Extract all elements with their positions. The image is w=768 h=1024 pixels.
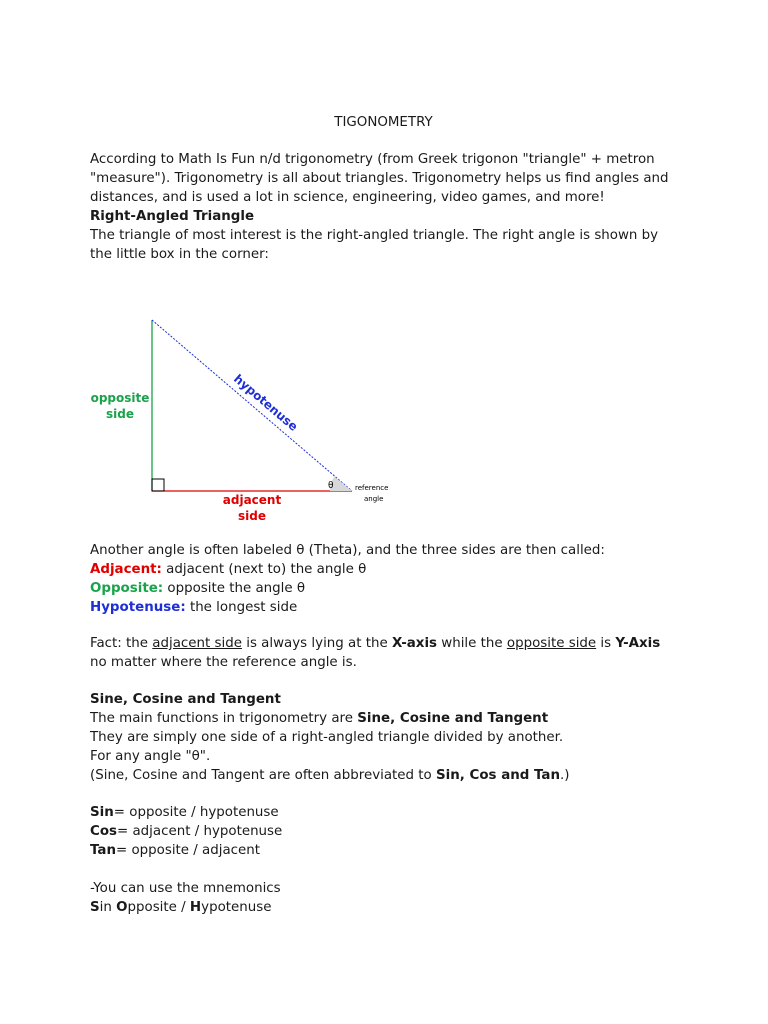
sin-formula [90, 803, 730, 822]
mnemonic-o: O [116, 900, 128, 915]
mnemonic-h: H [189, 900, 202, 915]
sin-label: Sin [90, 805, 114, 820]
triangle-figure [90, 300, 420, 530]
x-axis-term: X-axis [391, 636, 438, 651]
mnemonic-in: in [99, 900, 117, 915]
right-angled-heading: Right-Angled Triangle [90, 209, 255, 224]
sct-line-2: They are simply one side of a right-angled triangle divided by another. [90, 730, 564, 745]
intro-line-1: According to Math Is Fun n/d trigonometry (from Greek trigonon "triangle" + metron [90, 152, 655, 167]
triangle-diagram [90, 300, 420, 530]
sct-heading: Sine, Cosine and Tangent [90, 692, 281, 707]
reference-label-1: reference [355, 484, 389, 492]
reference-label-2: angle [364, 495, 384, 503]
formulas-section [90, 803, 730, 860]
cos-formula [90, 822, 730, 841]
mnemonic-ypotenuse: ypotenuse [201, 900, 272, 915]
hypotenuse-term: Hypotenuse: [90, 600, 186, 615]
opposite-term: Opposite: [90, 581, 164, 596]
sct-line-1-bold: Sine, Cosine and Tangent [357, 711, 549, 726]
fact-line-2: no matter where the reference angle is. [90, 655, 357, 670]
opposite-label-1: opposite [90, 391, 150, 405]
fact-line-1 [90, 634, 730, 653]
tan-text: = opposite / adjacent [115, 843, 261, 858]
sin-text: = opposite / hypotenuse [113, 805, 279, 820]
right-angle-box [152, 479, 164, 491]
adjacent-label-1: adjacent [222, 493, 282, 507]
adjacent-description: adjacent (next to) the angle θ [161, 562, 367, 577]
opposite-label-2: side [106, 407, 134, 421]
intro-paragraph [90, 150, 730, 207]
right-angled-section [90, 207, 730, 264]
cos-text: = adjacent / hypotenuse [117, 824, 283, 839]
sct-line-4-end: .) [559, 768, 570, 783]
adjacent-definition [90, 560, 730, 579]
intro-line-3: distances, and is used a lot in science, engineering, video games, and more! [90, 190, 605, 205]
sct-line-1-text: The main functions in trigonometry are [90, 711, 358, 726]
hypotenuse-line [152, 320, 352, 491]
hypotenuse-definition [90, 598, 730, 617]
intro-line-2: "measure"). Trigonometry is all about triangles. Trigonometry helps us find angles and [90, 171, 669, 186]
sct-line-3: For any angle "θ". [90, 749, 211, 764]
sct-line-4-bold: Sin, Cos and Tan [436, 768, 560, 783]
sct-line-4-text: (Sine, Cosine and Tangent are often abbreviated to [90, 768, 437, 783]
opposite-description: opposite the angle θ [163, 581, 306, 596]
sct-section [90, 690, 730, 785]
fact-text-1: Fact: the [90, 636, 153, 651]
opposite-side-underlined: opposite side [506, 636, 597, 651]
hypotenuse-description: the longest side [185, 600, 298, 615]
opposite-definition [90, 579, 730, 598]
mnemonic-s: S [90, 900, 100, 915]
cos-label: Cos [90, 824, 117, 839]
y-axis-term: Y-Axis [615, 636, 661, 651]
fact-text-3: while the [437, 636, 507, 651]
sct-line-1 [90, 709, 730, 728]
sides-section [90, 541, 730, 617]
sct-line-4 [90, 766, 730, 785]
fact-paragraph [90, 634, 730, 672]
adjacent-label-2: side [238, 509, 266, 523]
tan-formula [90, 841, 730, 860]
mnemonic-section [90, 879, 730, 917]
document-page [90, 0, 730, 1024]
hypotenuse-label: hypotenuse [231, 371, 301, 434]
page-title: TIGONOMETRY [334, 115, 433, 130]
adjacent-term: Adjacent: [90, 562, 162, 577]
mnemonic-pposite: pposite / [127, 900, 190, 915]
right-angled-line-2: the little box in the corner: [90, 247, 269, 262]
mnemonic-intro: -You can use the mnemonics [90, 881, 281, 896]
right-angled-line-1: The triangle of most interest is the right-angled triangle. The right angle is shown by [90, 228, 659, 243]
adjacent-side-underlined: adjacent side [152, 636, 242, 651]
fact-text-2: is always lying at the [241, 636, 392, 651]
mnemonic-soh [90, 898, 730, 917]
tan-label: Tan [90, 843, 116, 858]
fact-text-4: is [596, 636, 616, 651]
sides-intro: Another angle is often labeled θ (Theta), and the three sides are then called: [90, 543, 605, 558]
theta-label: θ [328, 481, 334, 491]
